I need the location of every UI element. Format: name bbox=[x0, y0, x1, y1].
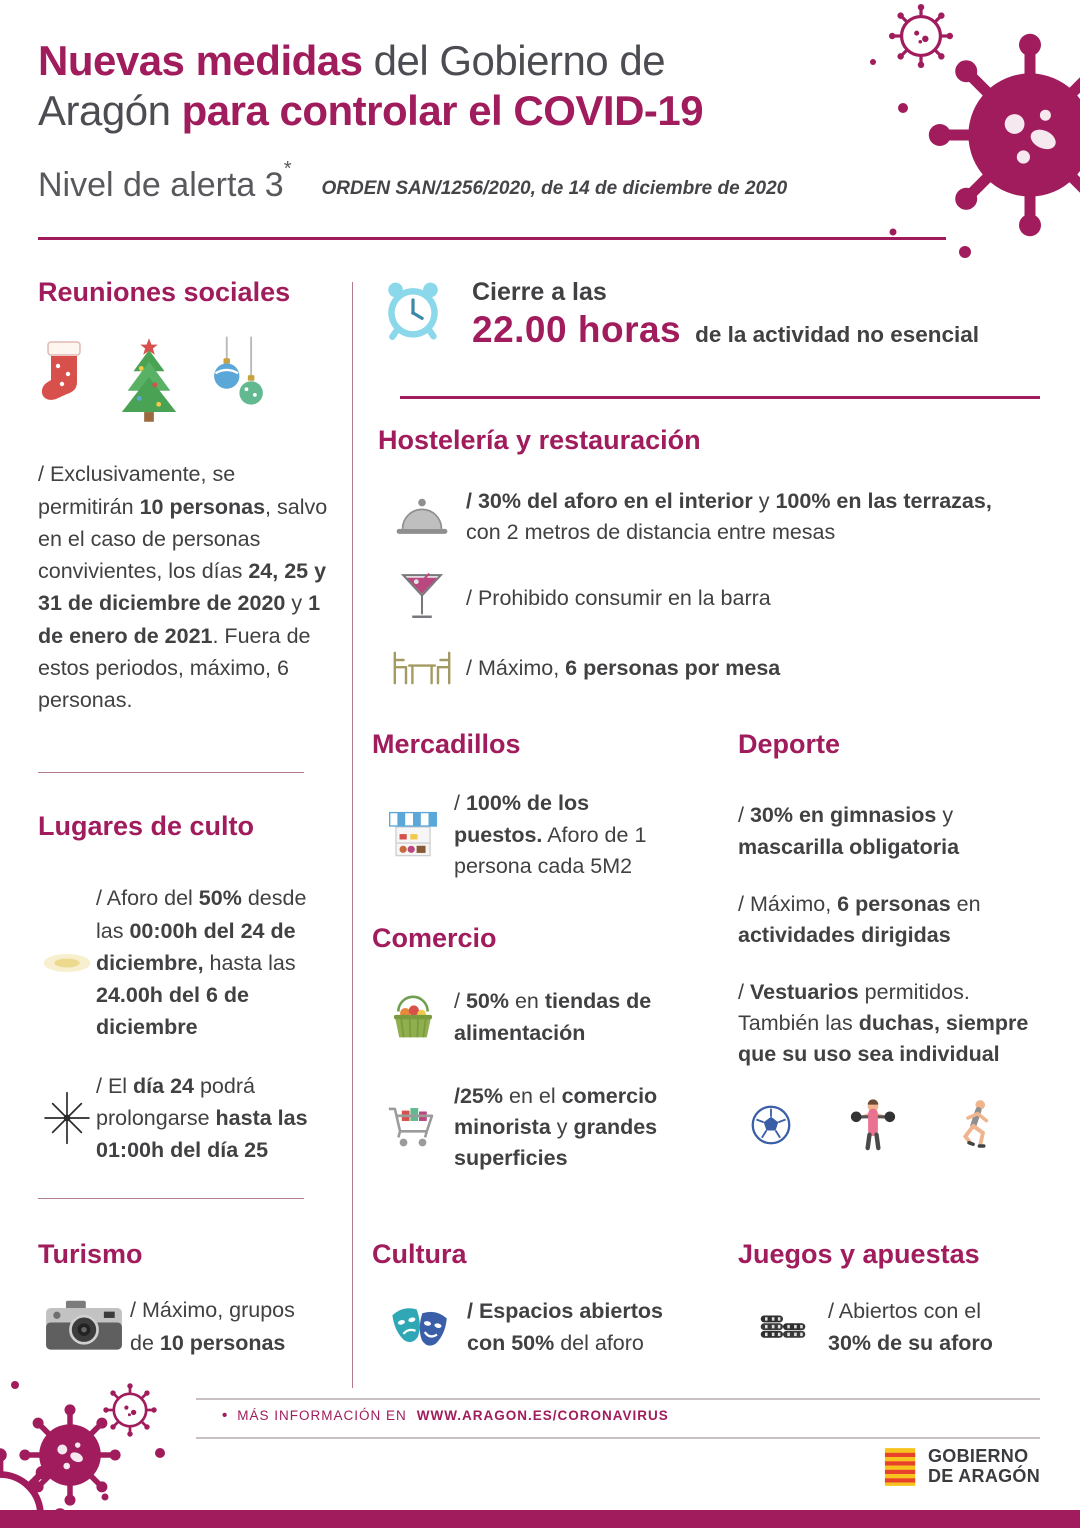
comercio-item-alimentacion-text: / 50% en tiendas de alimentación bbox=[454, 989, 652, 1045]
section-title-turismo: Turismo bbox=[38, 1239, 143, 1269]
culto-item-aforo-text: / Aforo del 50% desde las 00:00h del 24 de diciembre, hasta las 24.00h del 6 de diciembre bbox=[96, 886, 307, 1040]
cultura-item bbox=[372, 1296, 702, 1358]
theater-masks-icon bbox=[372, 1303, 467, 1353]
closing-time-banner bbox=[380, 278, 1045, 351]
market-stall-icon bbox=[372, 807, 454, 863]
hosteleria-item-barra bbox=[378, 571, 1046, 625]
juegos-item-text: / Abiertos con el 30% de su aforo bbox=[828, 1299, 993, 1355]
culto-item-dia24 bbox=[38, 1070, 338, 1167]
page-title: Nuevas medidas del Gobierno de Aragón para controlar el COVID-19 bbox=[38, 37, 704, 135]
footer-divider-top bbox=[196, 1398, 1040, 1400]
more-info-label: MÁS INFORMACIÓN EN bbox=[237, 1408, 407, 1423]
alert-level-row bbox=[38, 158, 958, 205]
section-lugares-de-culto bbox=[38, 810, 338, 1166]
closing-divider bbox=[400, 396, 1040, 399]
left-divider-2 bbox=[38, 1198, 304, 1199]
bottom-accent-bar bbox=[0, 1510, 1080, 1528]
section-title-cultura: Cultura bbox=[372, 1239, 467, 1269]
logo-line1: GOBIERNO bbox=[928, 1446, 1029, 1467]
sparkle-star-icon bbox=[38, 1091, 96, 1145]
section-title-hosteleria: Hostelería y restauración bbox=[378, 425, 701, 455]
closing-time: 22.00 horas bbox=[472, 309, 682, 350]
candle-glow-icon bbox=[38, 945, 96, 981]
section-comercio bbox=[372, 922, 692, 1174]
hosteleria-item-mesa-text: / Máximo, 6 personas por mesa bbox=[466, 656, 781, 681]
hosteleria-item-aforo-text: / 30% del aforo en el interior y 100% en las terrazas, con 2 metros de distancia entre mesas bbox=[466, 489, 992, 544]
cloche-icon bbox=[378, 495, 466, 539]
coronavirus-url[interactable]: WWW.ARAGON.ES/CORONAVIRUS bbox=[416, 1408, 669, 1423]
comercio-item-alimentacion bbox=[372, 986, 692, 1048]
aragon-flag-icon bbox=[884, 1446, 918, 1488]
mercadillos-item bbox=[372, 788, 672, 882]
poker-chips-icon bbox=[738, 1305, 828, 1350]
cultura-item-text: / Espacios abiertos con 50% del aforo bbox=[467, 1299, 663, 1355]
left-divider-1 bbox=[38, 772, 304, 773]
food-basket-icon bbox=[372, 994, 454, 1041]
closing-suffix: de la actividad no esencial bbox=[695, 322, 980, 347]
hosteleria-item-mesa bbox=[378, 649, 1046, 687]
bullet-icon: • bbox=[222, 1407, 228, 1424]
deporte-item-vestuarios: / Vestuarios permitidos. También las duchas, siempre que su uso sea individual bbox=[738, 980, 1029, 1067]
juegos-item bbox=[738, 1296, 1048, 1358]
ornaments-icon bbox=[208, 336, 268, 418]
logo-line2: DE ARAGÓN bbox=[928, 1466, 1041, 1486]
camera-icon bbox=[38, 1299, 130, 1355]
mercadillos-item-text: / 100% de los puestos. Aforo de 1 persona cada 5M2 bbox=[454, 791, 647, 878]
table-chairs-icon bbox=[378, 649, 466, 687]
gobierno-aragon-logo bbox=[884, 1446, 1040, 1488]
order-reference: ORDEN SAN/1256/2020, de 14 de diciembre de 2020 bbox=[321, 178, 788, 199]
section-title-juegos: Juegos y apuestas bbox=[738, 1239, 980, 1269]
reuniones-body: / Exclusivamente, se permitirán 10 personas, salvo en el caso de personas convivientes, los días 24, 25 y 31 de diciembre de 2020 y 1 de enero de 2021. Fuera de estos periodos, máximo, 6 personas. bbox=[38, 462, 328, 713]
section-title-deporte: Deporte bbox=[738, 729, 841, 759]
sports-icons-row bbox=[738, 1097, 1048, 1153]
virus-icon bbox=[0, 1375, 190, 1528]
header-divider bbox=[38, 237, 946, 240]
culto-item-dia24-text: / El día 24 podrá prolongarse hasta las 01:00h del día 25 bbox=[96, 1073, 308, 1163]
hosteleria-item-aforo bbox=[378, 486, 1046, 547]
closing-prefix: Cierre a las bbox=[472, 278, 607, 306]
shopping-cart-icon bbox=[372, 1102, 454, 1152]
christmas-stocking-icon bbox=[38, 336, 90, 414]
section-title-culto: Lugares de culto bbox=[38, 811, 255, 841]
section-turismo bbox=[38, 1238, 338, 1359]
turismo-item bbox=[38, 1294, 338, 1359]
vertical-divider bbox=[352, 282, 353, 1388]
section-hosteleria bbox=[378, 424, 1046, 687]
cocktail-icon bbox=[378, 571, 466, 625]
christmas-icons-row bbox=[38, 336, 334, 432]
logo-text bbox=[928, 1447, 1040, 1487]
soccer-ball-icon bbox=[750, 1104, 792, 1146]
closing-time-text bbox=[472, 278, 979, 351]
virus-icon bbox=[865, 0, 1080, 278]
turismo-item-text: / Máximo, grupos de 10 personas bbox=[130, 1298, 295, 1355]
section-cultura bbox=[372, 1238, 702, 1359]
deporte-item-gimnasios: / 30% en gimnasios y mascarilla obligatoria bbox=[738, 803, 960, 859]
alert-asterisk: * bbox=[283, 158, 292, 180]
runner-icon bbox=[954, 1097, 996, 1153]
section-title-reuniones: Reuniones sociales bbox=[38, 277, 291, 307]
christmas-tree-icon bbox=[116, 336, 182, 426]
deporte-item-actividades: / Máximo, 6 personas en actividades dirigidas bbox=[738, 891, 981, 947]
alarm-clock-icon bbox=[380, 278, 446, 344]
section-mercadillos bbox=[372, 728, 672, 882]
hosteleria-item-barra-text: / Prohibido consumir en la barra bbox=[466, 586, 771, 611]
section-title-comercio: Comercio bbox=[372, 923, 497, 953]
section-reuniones-sociales bbox=[38, 276, 334, 716]
comercio-item-minorista-text: /25% en el comercio minorista y grandes superficies bbox=[454, 1083, 658, 1171]
section-title-mercadillos: Mercadillos bbox=[372, 729, 521, 759]
section-juegos-apuestas bbox=[738, 1238, 1048, 1359]
comercio-item-minorista bbox=[372, 1081, 692, 1175]
culto-item-aforo bbox=[38, 882, 338, 1043]
section-deporte bbox=[738, 728, 1048, 1153]
footer-divider-bottom bbox=[196, 1437, 1040, 1439]
weightlifter-icon bbox=[850, 1097, 896, 1153]
alert-level: Nivel de alerta 3* bbox=[38, 158, 292, 204]
more-info-line bbox=[222, 1407, 669, 1424]
